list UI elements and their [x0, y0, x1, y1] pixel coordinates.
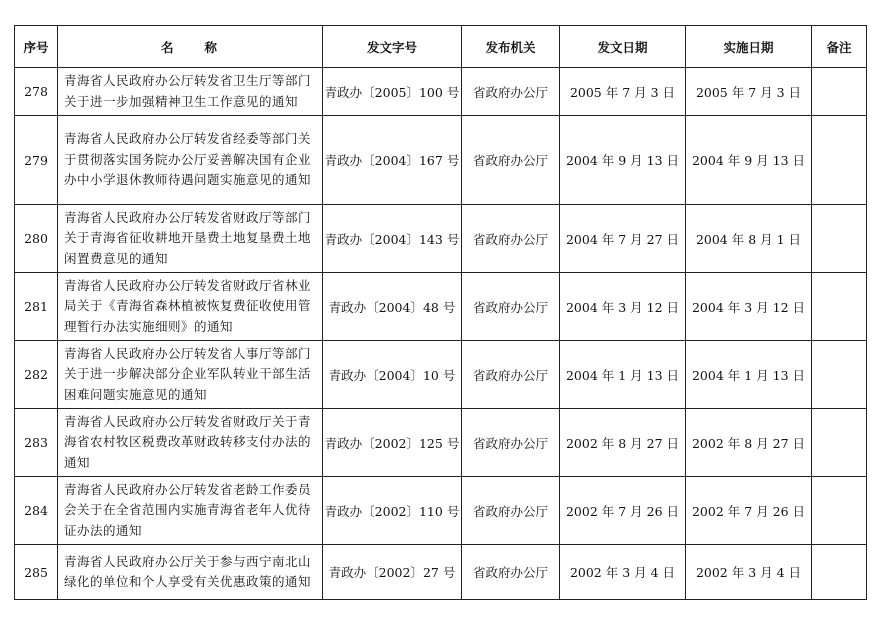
cell-effective-date: 2004 年 9 月 13 日 — [686, 116, 812, 205]
cell-effective-date: 2004 年 3 月 12 日 — [686, 273, 812, 341]
header-name: 名 称 — [58, 26, 323, 68]
header-issuer: 发布机关 — [462, 26, 560, 68]
cell-index: 284 — [15, 477, 58, 545]
cell-issue-date: 2002 年 8 月 27 日 — [560, 409, 686, 477]
cell-index: 281 — [15, 273, 58, 341]
cell-index: 282 — [15, 341, 58, 409]
cell-remark — [812, 477, 867, 545]
cell-name: 青海省人民政府办公厅转发省卫生厅等部门关于进一步加强精神卫生工作意见的通知 — [58, 68, 323, 116]
cell-index: 278 — [15, 68, 58, 116]
table-row — [15, 409, 867, 477]
cell-index: 279 — [15, 116, 58, 205]
cell-name: 青海省人民政府办公厅转发省经委等部门关于贯彻落实国务院办公厅妥善解决国有企业办中小学退休教师待遇问题实施意见的通知 — [58, 116, 323, 205]
cell-index: 283 — [15, 409, 58, 477]
cell-issuer: 省政府办公厅 — [462, 545, 560, 600]
cell-issue-date: 2005 年 7 月 3 日 — [560, 68, 686, 116]
cell-issue-date: 2004 年 3 月 12 日 — [560, 273, 686, 341]
cell-doc-no: 青政办〔2004〕167 号 — [323, 116, 462, 205]
cell-effective-date: 2004 年 1 月 13 日 — [686, 341, 812, 409]
cell-issuer: 省政府办公厅 — [462, 116, 560, 205]
document-table — [14, 25, 867, 600]
cell-name: 青海省人民政府办公厅转发省人事厅等部门关于进一步解决部分企业军队转业干部生活困难问题实施意见的通知 — [58, 341, 323, 409]
table-body — [15, 68, 867, 600]
cell-name: 青海省人民政府办公厅转发省财政厅关于青海省农村牧区税费改革财政转移支付办法的通知 — [58, 409, 323, 477]
cell-doc-no: 青政办〔2005〕100 号 — [323, 68, 462, 116]
cell-issuer: 省政府办公厅 — [462, 409, 560, 477]
cell-name: 青海省人民政府办公厅转发省财政厅省林业局关于《青海省森林植被恢复费征收使用管理暂行办法实施细则》的通知 — [58, 273, 323, 341]
table-header — [15, 26, 867, 68]
cell-effective-date: 2002 年 7 月 26 日 — [686, 477, 812, 545]
cell-doc-no: 青政办〔2004〕143 号 — [323, 205, 462, 273]
cell-issuer: 省政府办公厅 — [462, 68, 560, 116]
table-row — [15, 477, 867, 545]
cell-remark — [812, 68, 867, 116]
cell-doc-no: 青政办〔2002〕27 号 — [323, 545, 462, 600]
cell-name: 青海省人民政府办公厅关于参与西宁南北山绿化的单位和个人享受有关优惠政策的通知 — [58, 545, 323, 600]
cell-doc-no: 青政办〔2002〕110 号 — [323, 477, 462, 545]
cell-effective-date: 2002 年 8 月 27 日 — [686, 409, 812, 477]
cell-remark — [812, 409, 867, 477]
cell-remark — [812, 545, 867, 600]
cell-effective-date: 2002 年 3 月 4 日 — [686, 545, 812, 600]
cell-issue-date: 2004 年 1 月 13 日 — [560, 341, 686, 409]
cell-doc-no: 青政办〔2004〕10 号 — [323, 341, 462, 409]
cell-issuer: 省政府办公厅 — [462, 205, 560, 273]
cell-index: 285 — [15, 545, 58, 600]
cell-issue-date: 2002 年 3 月 4 日 — [560, 545, 686, 600]
table-row — [15, 116, 867, 205]
table-row — [15, 68, 867, 116]
cell-remark — [812, 273, 867, 341]
cell-issue-date: 2004 年 9 月 13 日 — [560, 116, 686, 205]
header-doc-no: 发文字号 — [323, 26, 462, 68]
header-index: 序号 — [15, 26, 58, 68]
table-row — [15, 205, 867, 273]
cell-issue-date: 2004 年 7 月 27 日 — [560, 205, 686, 273]
cell-doc-no: 青政办〔2002〕125 号 — [323, 409, 462, 477]
table-row — [15, 341, 867, 409]
cell-doc-no: 青政办〔2004〕48 号 — [323, 273, 462, 341]
cell-name: 青海省人民政府办公厅转发省老龄工作委员会关于在全省范围内实施青海省老年人优待证办法的通知 — [58, 477, 323, 545]
cell-effective-date: 2005 年 7 月 3 日 — [686, 68, 812, 116]
cell-remark — [812, 116, 867, 205]
cell-issuer: 省政府办公厅 — [462, 477, 560, 545]
cell-name: 青海省人民政府办公厅转发省财政厅等部门关于青海省征收耕地开垦费土地复垦费土地闲置费意见的通知 — [58, 205, 323, 273]
table-row — [15, 273, 867, 341]
cell-remark — [812, 205, 867, 273]
header-effective-date: 实施日期 — [686, 26, 812, 68]
cell-issuer: 省政府办公厅 — [462, 273, 560, 341]
header-issue-date: 发文日期 — [560, 26, 686, 68]
cell-effective-date: 2004 年 8 月 1 日 — [686, 205, 812, 273]
cell-issuer: 省政府办公厅 — [462, 341, 560, 409]
cell-remark — [812, 341, 867, 409]
header-remark: 备注 — [812, 26, 867, 68]
table-row — [15, 545, 867, 600]
cell-issue-date: 2002 年 7 月 26 日 — [560, 477, 686, 545]
cell-index: 280 — [15, 205, 58, 273]
